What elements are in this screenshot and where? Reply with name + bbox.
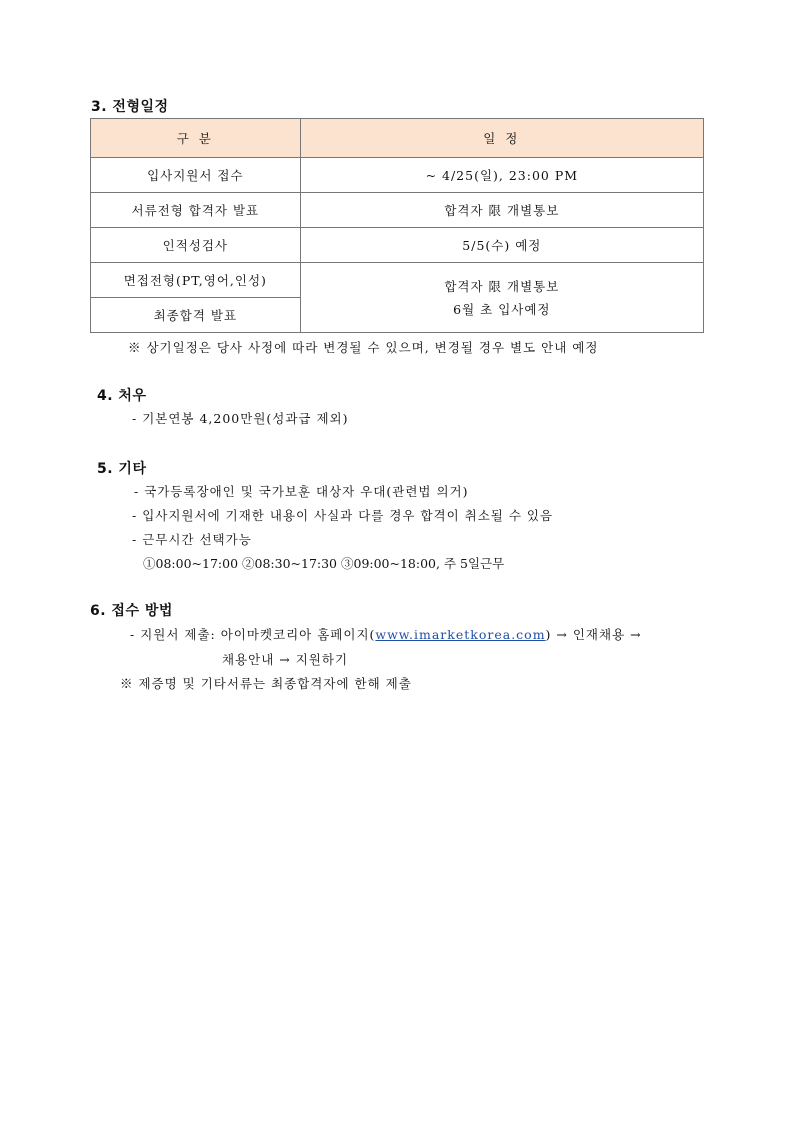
table-row: [91, 158, 704, 193]
homepage-link[interactable]: www.imarketkorea.com: [375, 627, 546, 642]
salary-line: - 기본연봉 4,200만원(성과급 제외): [132, 411, 349, 426]
apply-suffix: ) → 인재채용 →: [545, 627, 642, 642]
apply-prefix: - 지원서 제출: 아이마켓코리아 홈페이지(: [130, 627, 376, 642]
header-category: 구 분: [91, 119, 301, 158]
table-row: [91, 228, 704, 263]
schedule-note: ※ 상기일정은 당사 사정에 따라 변경될 수 있으며, 변경될 경우 별도 안내 예정: [128, 340, 599, 355]
section-6-title: 6. 접수 방법: [90, 603, 173, 619]
schedule-cell: 합격자 限 개별통보: [300, 193, 703, 228]
table-row: [91, 263, 704, 298]
header-schedule: 일 정: [300, 119, 703, 158]
stage-cell: 인적성검사: [91, 228, 301, 263]
section-3-title: 3. 전형일정: [91, 99, 169, 115]
table-row: [91, 193, 704, 228]
documents-note: ※ 제증명 및 기타서류는 최종합격자에 한해 제출: [120, 676, 412, 691]
work-hours-line: ①08:00~17:00 ②08:30~17:30 ③09:00~18:00, 주 5일근무: [143, 556, 505, 571]
stage-cell: 면접전형(PT,영어,인성): [91, 263, 301, 298]
merged-line-1: 합격자 限 개별통보: [444, 278, 560, 294]
table-header-row: [91, 119, 704, 158]
merged-line-2: 6월 초 입사예정: [453, 301, 551, 317]
section-5-title: 5. 기타: [97, 461, 147, 477]
section-4-title: 4. 처우: [97, 388, 147, 404]
apply-line-1: [130, 625, 642, 643]
schedule-table: [90, 118, 704, 333]
stage-cell: 서류전형 합격자 발표: [91, 193, 301, 228]
stage-cell: 최종합격 발표: [91, 298, 301, 333]
etc-line-3: - 근무시간 선택가능: [132, 532, 252, 547]
apply-line-2: 채용안내 → 지원하기: [222, 652, 349, 667]
stage-cell: 입사지원서 접수: [91, 158, 301, 193]
etc-line-2: - 입사지원서에 기재한 내용이 사실과 다를 경우 합격이 취소될 수 있음: [132, 508, 554, 523]
schedule-cell: 5/5(수) 예정: [300, 228, 703, 263]
merged-schedule-cell: [300, 263, 703, 333]
etc-line-1: - 국가등록장애인 및 국가보훈 대상자 우대(관련법 의거): [134, 484, 469, 499]
schedule-cell: ~ 4/25(일), 23:00 PM: [300, 158, 703, 193]
